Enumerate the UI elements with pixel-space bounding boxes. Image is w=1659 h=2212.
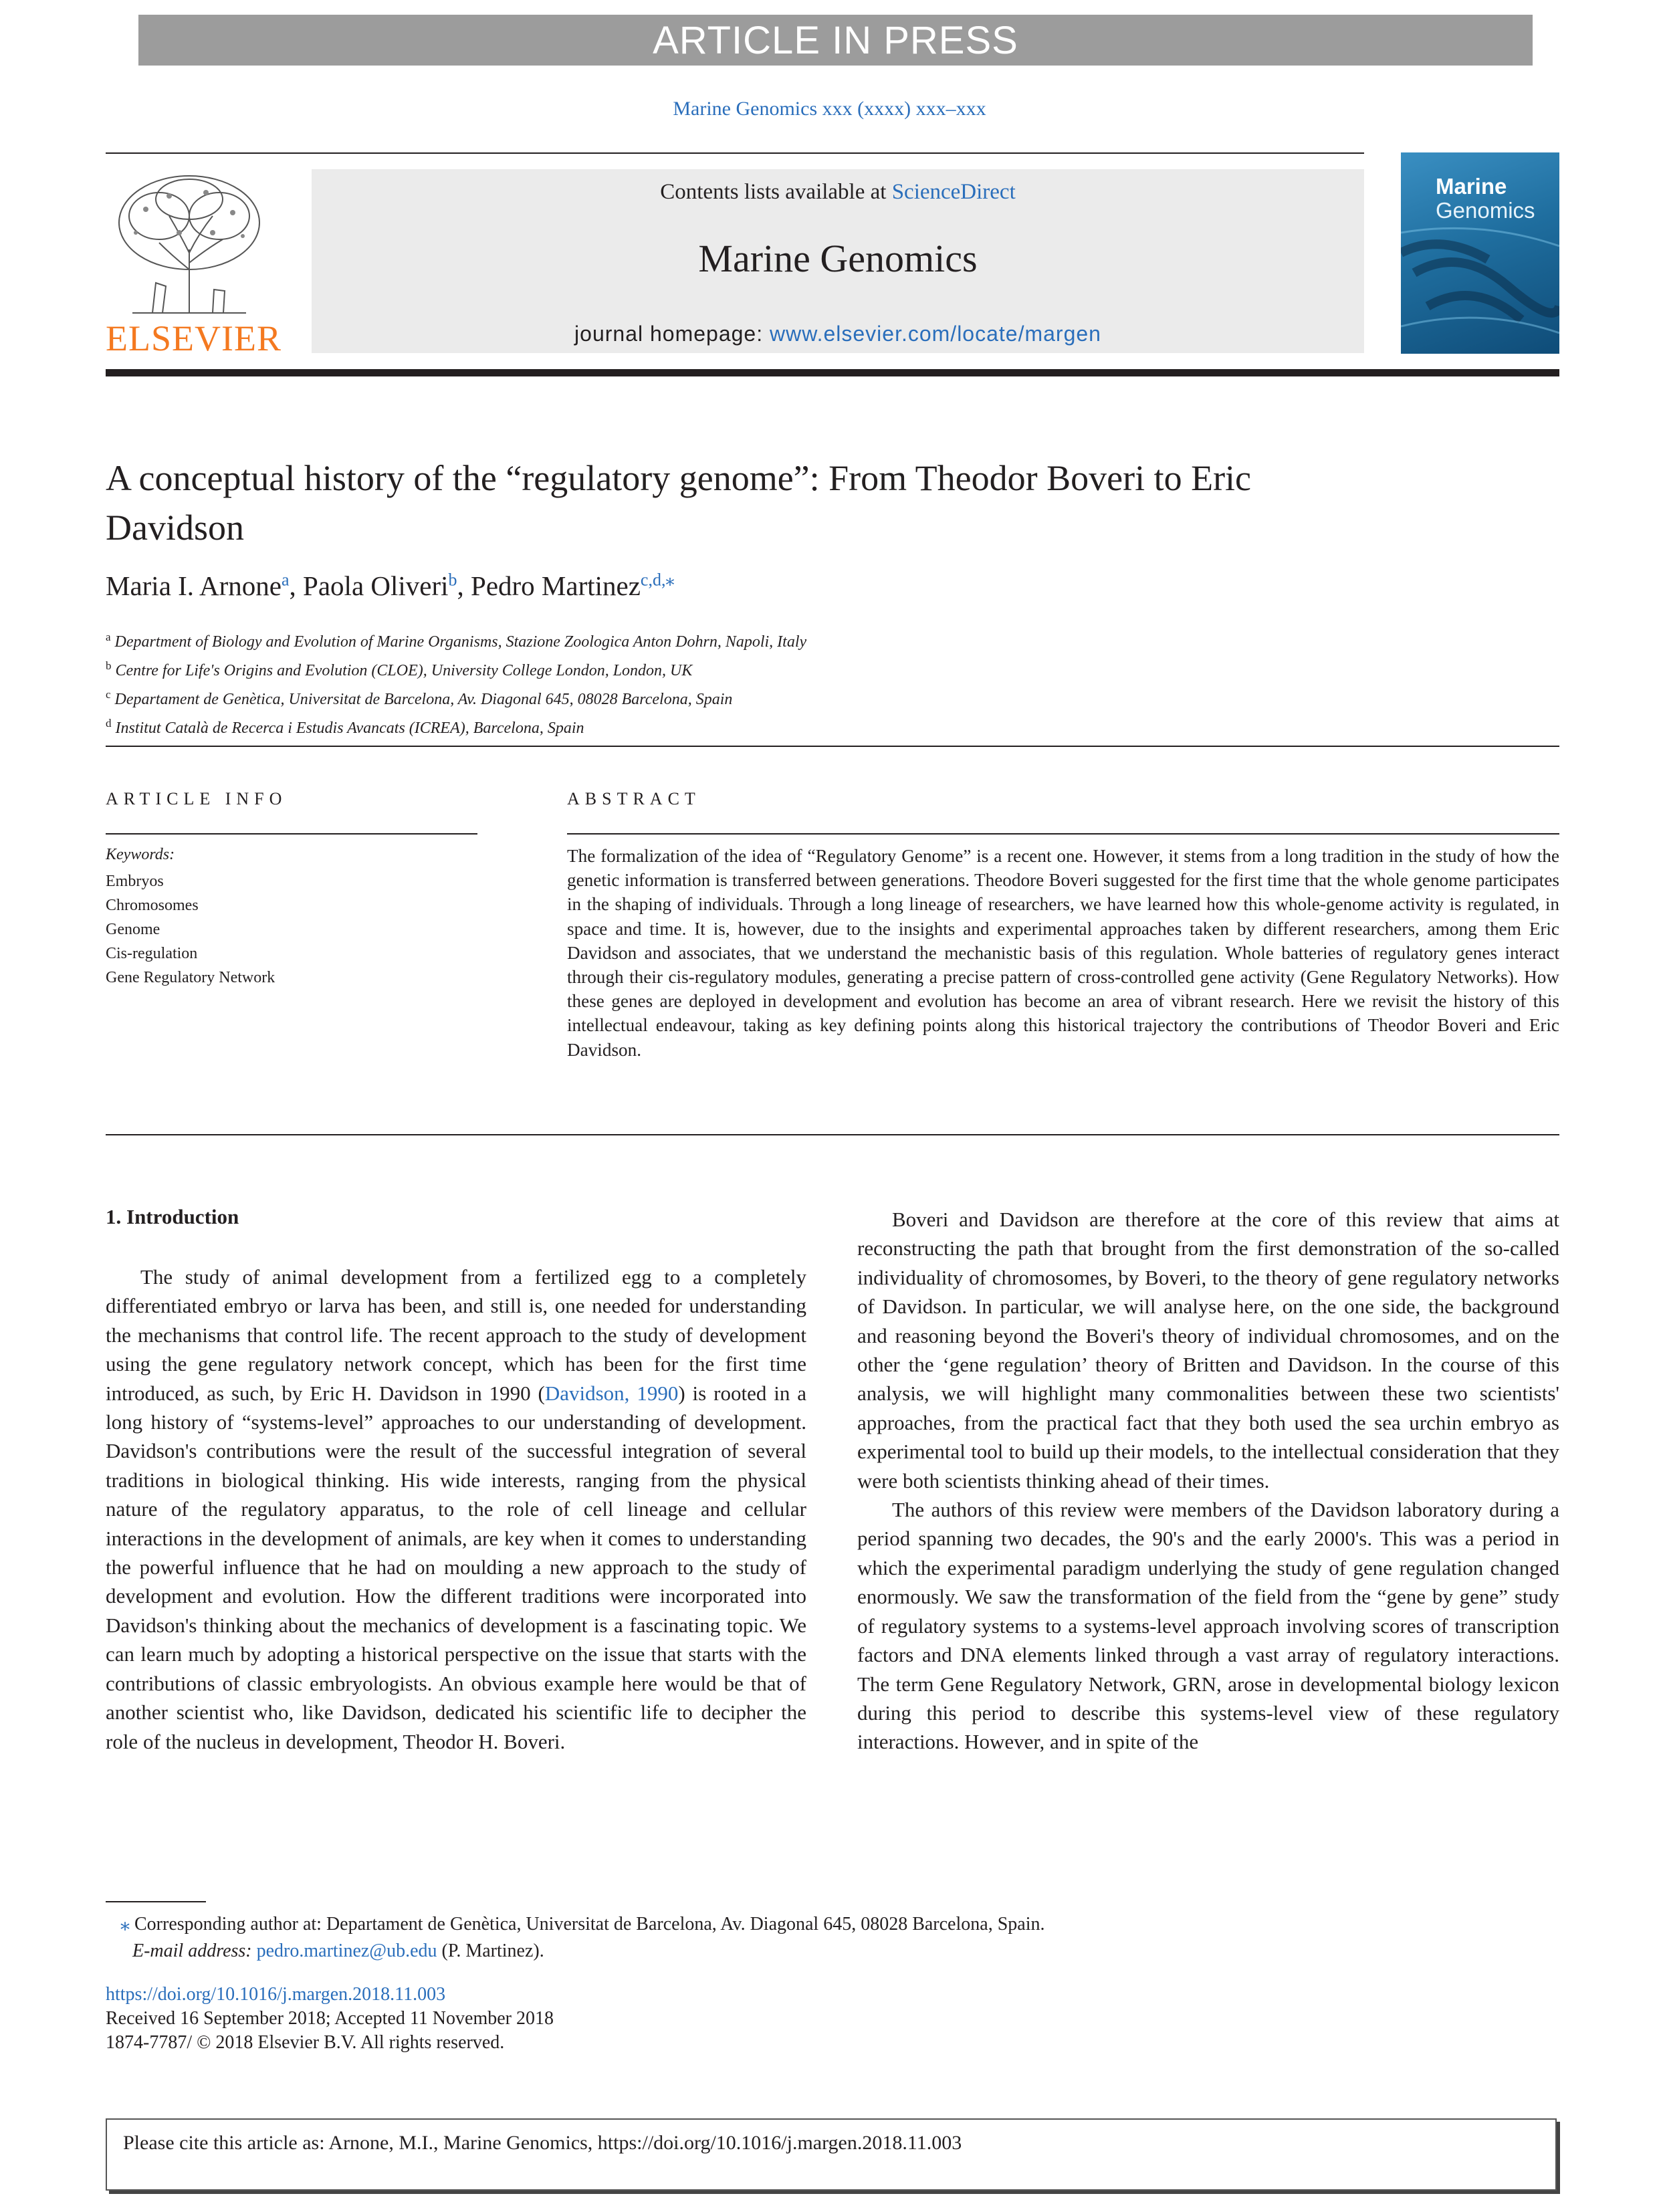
cover-title-marine: Marine (1436, 174, 1507, 199)
body-paragraph: The authors of this review were members of the Davidson laboratory during a period spanning two decades, the 90's and the early 2000's. This was a period in which the experimental paradigm underlying the study of gene regulation changed enormously. We saw the transformation of the field from the “gene by gene” study of regulatory systems to a systems-level approach involving scores of transcription factors and DNA elements linked through a vast array of regulatory interactions. The term Gene Regulatory Network, GRN, arose in developmental biology lexicon during this period to describe this systems-level view of these regulatory interactions. However, and in spite of the (857, 1498, 1559, 1754)
keywords-label: Keywords: (106, 846, 175, 863)
journal-cover-image[interactable] (1401, 152, 1559, 354)
author-separator: , (289, 570, 304, 601)
abstract-text: The formalization of the idea of “Regulatory Genome” is a recent one. However, it stems from a long tradition in the study of how the genetic information is transferred between generations. Theodore Boveri suggested for the first time that the whole genome participates in the shaping of individuals. Through a long lineage of researchers, we have learned how this whole-genome activity is regulated, in space and time. It is, however, due to the insights and experimental approaches taken by different researchers, among them Eric Davidson and associates, that we understand the mechanistic basis of this regulation. Whole batteries of regulatory genes interact through their cis-regulatory modules, generating a precise pattern of cross-controlled gene activity (Gene Regulatory Networks). How these genes are deployed in development and evolution has become an area of vibrant research. Here we revisit the history of this intellectual endeavour, taking as key defining points along this historical trajectory the contributions of Theodor Boveri and Eric Davidson. (567, 846, 1559, 1060)
author-separator: , (457, 570, 471, 601)
elsevier-logo[interactable] (106, 169, 282, 358)
footnote-mark[interactable]: ⁎ (120, 1914, 130, 1934)
contents-prefix: Contents lists available at (660, 180, 892, 204)
affiliation-text: Institut Català de Recerca i Estudis Avancats (ICREA), Barcelona, Spain (115, 720, 584, 737)
journal-title: Marine Genomics (698, 237, 978, 280)
doi-block (106, 1983, 554, 2055)
affiliation-mark: d (106, 717, 112, 730)
author-list (106, 570, 674, 602)
article-info-heading: ARTICLE INFO (106, 789, 288, 808)
cite-this-article-box (106, 2118, 1557, 2191)
author-affiliation-mark[interactable]: a (282, 570, 290, 590)
keyword-item: Embryos (106, 873, 164, 890)
email-label: E-mail address: (132, 1941, 257, 1961)
author-affiliation-mark[interactable]: b (448, 570, 457, 590)
affiliation-text: Departament de Genètica, Universitat de Barcelona, Av. Diagonal 645, 08028 Barcelona, Spain (114, 691, 733, 708)
article-in-press-banner: ARTICLE IN PRESS (138, 15, 1533, 66)
paragraph-text: ) is rooted in a long history of “systems-level” approaches to our understanding of development. Davidson's contributions were the result of the successful integration of several traditions in biological thinking. His wide interests, ranging from the physical nature of the regulatory apparatus, to the role of cell lineage and cellular interactions in the development of animals, are key when it comes to understanding the powerful influence that he had on moulding a new approach to the study of development and evolution. How the different traditions were incorporated into Davidson's thinking about the mechanics of development is a fascinating topic. We can learn much by adopting a historical perspective on the issue that starts with the contributions of classic embryologists. An obvious example here would be that of another scientist who, like Davidson, dedicated his scientific life to decipher the role of the nucleus in development, Theodor H. Boveri. (106, 1381, 806, 1753)
affiliation-mark: b (106, 659, 112, 672)
homepage-link[interactable]: www.elsevier.com/locate/margen (770, 322, 1101, 346)
email-link[interactable]: pedro.martinez@ub.edu (256, 1941, 437, 1961)
abstract-heading: ABSTRACT (567, 789, 701, 808)
corresponding-author-footnote (120, 1911, 1044, 1938)
homepage-prefix: journal homepage: (574, 322, 770, 346)
footnote-text: Corresponding author at: Departament de Genètica, Universitat de Barcelona, Av. Diagonal 645, 08028 Barcelona, Spain. (130, 1914, 1045, 1934)
contents-line (312, 180, 1364, 205)
author-affiliation-mark[interactable]: c,d,⁎ (640, 570, 675, 590)
homepage-line (312, 322, 1364, 346)
author-name[interactable]: Maria I. Arnone (106, 570, 282, 601)
affiliation-text: Centre for Life's Origins and Evolution (CLOE), University College London, London, UK (115, 662, 693, 679)
author-name[interactable]: Paola Oliveri (303, 570, 449, 601)
keyword-item: Chromosomes (106, 897, 199, 914)
copyright-line: 1874-7787/ © 2018 Elsevier B.V. All rights reserved. (106, 2032, 505, 2053)
body-column-left (106, 1262, 806, 1756)
keyword-item: Genome (106, 921, 160, 938)
journal-masthead (312, 169, 1364, 353)
abstract-divider (106, 1134, 1559, 1135)
body-paragraph (106, 1262, 806, 1756)
article-title: A conceptual history of the “regulatory genome”: From Theodor Boveri to Eric Davidson (106, 458, 1252, 548)
section-heading-introduction: 1. Introduction (106, 1205, 239, 1228)
affiliation-mark: c (106, 688, 111, 701)
title-divider (106, 746, 1559, 747)
affiliation-text: Department of Biology and Evolution of Marine Organisms, Stazione Zoologica Anton Dohrn, Napoli, Italy (114, 633, 807, 651)
sciencedirect-link[interactable]: ScienceDirect (891, 180, 1016, 204)
keyword-item: Gene Regulatory Network (106, 969, 275, 986)
affiliation-item (106, 683, 806, 711)
body-column-right (857, 1205, 1559, 1757)
citation-link[interactable]: Davidson, 1990 (544, 1381, 679, 1405)
article-info-rule (106, 833, 477, 835)
journal-reference-link[interactable]: Marine Genomics xxx (xxxx) xxx–xxx (673, 98, 986, 120)
abstract-rule (567, 833, 1559, 835)
keyword-item: Cis-regulation (106, 945, 198, 962)
affiliation-item (106, 654, 806, 683)
received-dates: Received 16 September 2018; Accepted 11 November 2018 (106, 2008, 554, 2029)
author-name[interactable]: Pedro Martinez (471, 570, 641, 601)
elsevier-tree-icon (106, 169, 273, 320)
footnote-rule (106, 1901, 206, 1902)
affiliation-item (106, 625, 806, 654)
masthead-divider (106, 369, 1559, 376)
affiliation-item (106, 711, 806, 740)
affiliation-mark: a (106, 631, 111, 643)
elsevier-wordmark: ELSEVIER (106, 318, 282, 358)
doi-link[interactable]: https://doi.org/10.1016/j.margen.2018.11.003 (106, 1984, 446, 2005)
affiliation-list (106, 625, 806, 740)
email-suffix: (P. Martinez). (437, 1941, 544, 1961)
top-divider (106, 152, 1364, 154)
keywords-list (106, 869, 275, 990)
paragraph-text: The study of animal development from a fertilized egg to a completely differentiated embryo or larva has been, and still is, one needed for understanding the mechanisms that control life. The recent approach to the study of development using the gene regulatory network concept, which has been for the first time introduced, as such, by Eric H. Davidson in 1990 ( (106, 1265, 806, 1405)
cite-text: Please cite this article as: Arnone, M.I., Marine Genomics, https://doi.org/10.1016/j.margen.2018.11.003 (123, 2132, 962, 2154)
body-paragraph: Boveri and Davidson are therefore at the core of this review that aims at reconstructing the path that brought from the first demonstration of the so-called individuality of chromosomes, by Boveri, to the theory of gene regulatory networks of Davidson. In particular, we will analyse here, on the one side, the background and reasoning beyond the Boveri's theory of individual chromosomes, and on the other the ‘gene regulation’ theory of Britten and Davidson. In the course of this analysis, we will highlight many commonalities between these two scientists' approaches, from the practical fact that they both used the sea urchin embryo as experimental tool to build up their models, to the intellectual consideration that they were both scientists thinking ahead of their times. (857, 1208, 1559, 1492)
email-footnote (132, 1938, 544, 1965)
cover-title-genomics: Genomics (1436, 198, 1535, 223)
